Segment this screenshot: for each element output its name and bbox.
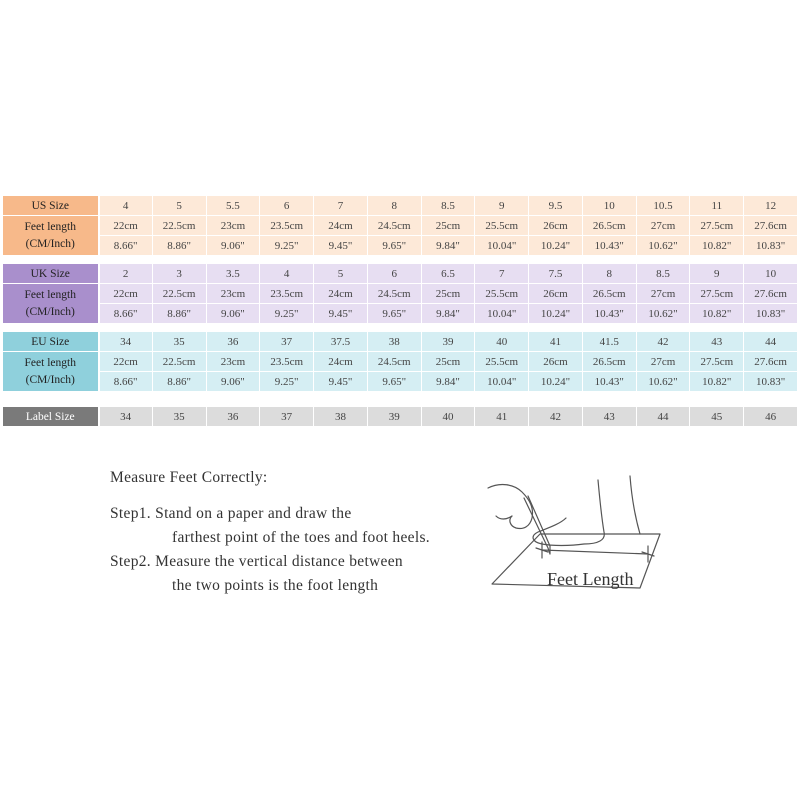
feet-length-label-line2: (CM/Inch) — [25, 305, 75, 318]
uk-cm-cell: 27.6cm — [744, 284, 798, 304]
us-inch-cell: 9.65" — [367, 236, 421, 256]
uk-inch-row — [3, 304, 798, 324]
uk-cm-cell: 27.5cm — [690, 284, 744, 304]
us-size-cell: 7 — [314, 196, 368, 216]
eu-size-cell: 39 — [421, 332, 475, 352]
eu-size-cell: 38 — [367, 332, 421, 352]
eu-inch-cell: 9.84" — [421, 372, 475, 392]
eu-size-cell: 36 — [206, 332, 260, 352]
feet-length-label-line2: (CM/Inch) — [25, 237, 75, 250]
eu-size-cell: 43 — [690, 332, 744, 352]
eu-inch-cell: 9.06" — [206, 372, 260, 392]
measure-title: Measure Feet Correctly: — [110, 469, 268, 486]
us-inch-cell: 10.04" — [475, 236, 529, 256]
uk-inch-cell: 8.66" — [99, 304, 153, 324]
uk-size-row — [3, 264, 798, 284]
us-inch-cell: 9.25" — [260, 236, 314, 256]
uk-cm-cell: 22.5cm — [152, 284, 206, 304]
size-chart-table — [2, 195, 798, 427]
uk-cm-cell: 23cm — [206, 284, 260, 304]
eu-cm-cell: 23.5cm — [260, 352, 314, 372]
foot-outline — [533, 480, 604, 546]
section-gap — [3, 324, 798, 332]
uk-cm-cell: 26.5cm — [582, 284, 636, 304]
uk-size-cell: 3.5 — [206, 264, 260, 284]
us-inch-cell: 10.24" — [529, 236, 583, 256]
eu-cm-row — [3, 352, 798, 372]
us-cm-cell: 26.5cm — [582, 216, 636, 236]
step2-line-2: the two points is the foot length — [172, 577, 379, 594]
us-size-cell: 10 — [582, 196, 636, 216]
us-size-cell: 11 — [690, 196, 744, 216]
step1-line-1: Step1. Stand on a paper and draw the — [110, 505, 352, 522]
eu-cm-cell: 22cm — [99, 352, 153, 372]
eu-inch-cell: 10.24" — [529, 372, 583, 392]
us-cm-cell: 24.5cm — [367, 216, 421, 236]
step1-line-2: farthest point of the toes and foot heels. — [172, 529, 430, 546]
us-inch-cell: 9.06" — [206, 236, 260, 256]
us-size-cell: 8 — [367, 196, 421, 216]
uk-size-cell: 6.5 — [421, 264, 475, 284]
us-size-row — [3, 196, 798, 216]
us-cm-cell: 27.5cm — [690, 216, 744, 236]
eu-cm-cell: 27.6cm — [744, 352, 798, 372]
us-inch-cell: 10.43" — [582, 236, 636, 256]
us-inch-cell: 9.84" — [421, 236, 475, 256]
eu-inch-cell: 8.86" — [152, 372, 206, 392]
label-size-label: Label Size — [3, 407, 99, 427]
eu-cm-cell: 25.5cm — [475, 352, 529, 372]
eu-inch-cell: 9.45" — [314, 372, 368, 392]
uk-cm-cell: 24cm — [314, 284, 368, 304]
us-inch-cell: 9.45" — [314, 236, 368, 256]
uk-cm-cell: 23.5cm — [260, 284, 314, 304]
eu-inch-cell: 9.65" — [367, 372, 421, 392]
uk-size-cell: 6 — [367, 264, 421, 284]
uk-size-cell: 7 — [475, 264, 529, 284]
label-size-row — [3, 407, 798, 427]
uk-size-cell: 8.5 — [636, 264, 690, 284]
label-size-cell: 38 — [314, 407, 368, 427]
uk-inch-cell: 9.45" — [314, 304, 368, 324]
feet-length-label-line2: (CM/Inch) — [25, 373, 75, 386]
eu-size-cell: 41.5 — [582, 332, 636, 352]
uk-size-cell: 9 — [690, 264, 744, 284]
uk-inch-cell: 10.83" — [744, 304, 798, 324]
us-feet-length-label — [3, 216, 99, 256]
us-size-cell: 9.5 — [529, 196, 583, 216]
uk-cm-cell: 22cm — [99, 284, 153, 304]
label-size-cell: 34 — [99, 407, 153, 427]
label-size-cell: 43 — [582, 407, 636, 427]
uk-inch-cell: 10.24" — [529, 304, 583, 324]
eu-cm-cell: 22.5cm — [152, 352, 206, 372]
uk-inch-cell: 10.04" — [475, 304, 529, 324]
eu-cm-cell: 27.5cm — [690, 352, 744, 372]
uk-inch-cell: 10.82" — [690, 304, 744, 324]
us-size-cell: 8.5 — [421, 196, 475, 216]
label-size-cell: 45 — [690, 407, 744, 427]
measure-instructions — [110, 466, 530, 598]
eu-size-cell: 34 — [99, 332, 153, 352]
feet-length-label-line1: Feet length — [24, 288, 76, 301]
uk-size-cell: 10 — [744, 264, 798, 284]
us-inch-cell: 10.62" — [636, 236, 690, 256]
us-cm-cell: 23.5cm — [260, 216, 314, 236]
uk-inch-cell: 9.65" — [367, 304, 421, 324]
us-cm-cell: 22.5cm — [152, 216, 206, 236]
us-cm-cell: 25cm — [421, 216, 475, 236]
eu-inch-row — [3, 372, 798, 392]
uk-size-label: UK Size — [3, 264, 99, 284]
us-inch-cell: 10.83" — [744, 236, 798, 256]
measure-line — [542, 550, 648, 554]
section-gap — [3, 392, 798, 407]
eu-size-cell: 42 — [636, 332, 690, 352]
eu-size-cell: 35 — [152, 332, 206, 352]
us-size-cell: 10.5 — [636, 196, 690, 216]
us-inch-row — [3, 236, 798, 256]
eu-inch-cell: 10.83" — [744, 372, 798, 392]
leg-outline — [630, 476, 640, 534]
eu-cm-cell: 27cm — [636, 352, 690, 372]
eu-cm-cell: 24.5cm — [367, 352, 421, 372]
uk-size-cell: 7.5 — [529, 264, 583, 284]
uk-inch-cell: 9.84" — [421, 304, 475, 324]
label-size-cell: 46 — [744, 407, 798, 427]
us-cm-cell: 22cm — [99, 216, 153, 236]
uk-size-cell: 4 — [260, 264, 314, 284]
hand-fingers — [496, 516, 512, 519]
step2-line-1: Step2. Measure the vertical distance between — [110, 553, 403, 570]
us-size-cell: 5.5 — [206, 196, 260, 216]
eu-cm-cell: 25cm — [421, 352, 475, 372]
size-chart-body — [3, 196, 798, 427]
eu-inch-cell: 10.43" — [582, 372, 636, 392]
uk-size-cell: 8 — [582, 264, 636, 284]
uk-cm-cell: 27cm — [636, 284, 690, 304]
us-size-label: US Size — [3, 196, 99, 216]
us-cm-cell: 27cm — [636, 216, 690, 236]
us-cm-cell: 26cm — [529, 216, 583, 236]
us-cm-cell: 25.5cm — [475, 216, 529, 236]
eu-inch-cell: 10.62" — [636, 372, 690, 392]
us-size-cell: 6 — [260, 196, 314, 216]
label-size-cell: 42 — [529, 407, 583, 427]
eu-feet-length-label — [3, 352, 99, 392]
us-size-cell: 9 — [475, 196, 529, 216]
eu-size-row — [3, 332, 798, 352]
feet-length-label-line1: Feet length — [24, 220, 76, 233]
uk-cm-cell: 26cm — [529, 284, 583, 304]
label-size-cell: 44 — [636, 407, 690, 427]
label-size-cell: 39 — [367, 407, 421, 427]
us-cm-cell: 27.6cm — [744, 216, 798, 236]
eu-inch-cell: 9.25" — [260, 372, 314, 392]
eu-size-cell: 41 — [529, 332, 583, 352]
uk-inch-cell: 10.43" — [582, 304, 636, 324]
uk-inch-cell: 9.25" — [260, 304, 314, 324]
feet-length-label: Feet Length — [547, 569, 634, 589]
eu-inch-cell: 10.04" — [475, 372, 529, 392]
eu-size-cell: 44 — [744, 332, 798, 352]
label-size-cell: 35 — [152, 407, 206, 427]
label-size-cell: 40 — [421, 407, 475, 427]
us-cm-row — [3, 216, 798, 236]
us-inch-cell: 8.66" — [99, 236, 153, 256]
eu-size-cell: 37.5 — [314, 332, 368, 352]
us-cm-cell: 24cm — [314, 216, 368, 236]
eu-size-cell: 37 — [260, 332, 314, 352]
eu-cm-cell: 26.5cm — [582, 352, 636, 372]
section-gap — [3, 256, 798, 264]
us-size-cell: 4 — [99, 196, 153, 216]
hand-outline — [488, 485, 533, 529]
uk-cm-cell: 25cm — [421, 284, 475, 304]
uk-inch-cell: 9.06" — [206, 304, 260, 324]
us-size-cell: 12 — [744, 196, 798, 216]
eu-cm-cell: 24cm — [314, 352, 368, 372]
uk-cm-row — [3, 284, 798, 304]
us-size-cell: 5 — [152, 196, 206, 216]
label-size-cell: 37 — [260, 407, 314, 427]
uk-cm-cell: 24.5cm — [367, 284, 421, 304]
eu-cm-cell: 26cm — [529, 352, 583, 372]
uk-inch-cell: 10.62" — [636, 304, 690, 324]
us-cm-cell: 23cm — [206, 216, 260, 236]
feet-length-label-line1: Feet length — [24, 356, 76, 369]
uk-cm-cell: 25.5cm — [475, 284, 529, 304]
label-size-cell: 36 — [206, 407, 260, 427]
us-inch-cell: 8.86" — [152, 236, 206, 256]
us-inch-cell: 10.82" — [690, 236, 744, 256]
eu-size-label: EU Size — [3, 332, 99, 352]
eu-size-cell: 40 — [475, 332, 529, 352]
eu-cm-cell: 23cm — [206, 352, 260, 372]
eu-inch-cell: 10.82" — [690, 372, 744, 392]
uk-feet-length-label — [3, 284, 99, 324]
eu-inch-cell: 8.66" — [99, 372, 153, 392]
uk-size-cell: 3 — [152, 264, 206, 284]
uk-inch-cell: 8.86" — [152, 304, 206, 324]
label-size-cell: 41 — [475, 407, 529, 427]
uk-size-cell: 5 — [314, 264, 368, 284]
uk-size-cell: 2 — [99, 264, 153, 284]
